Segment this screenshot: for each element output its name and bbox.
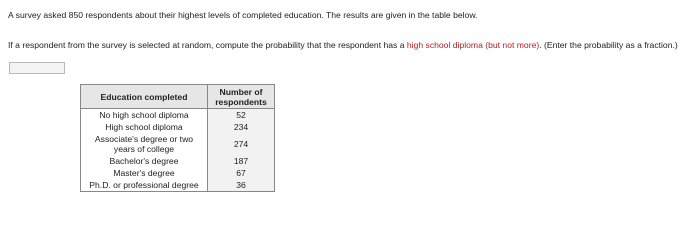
count-cell: 274 [208,133,275,155]
table-row [81,179,275,192]
table-row [81,133,275,155]
education-cell: Master's degree [81,167,208,179]
question-highlight: high school diploma (but not more) [406,40,540,50]
education-table-container [80,84,275,192]
count-cell: 36 [208,179,275,192]
count-cell: 187 [208,155,275,167]
education-cell: No high school diploma [81,109,208,122]
count-cell: 234 [208,121,275,133]
table-row [81,155,275,167]
education-cell: Associate's degree or two years of college [81,133,208,155]
question-text-end: . (Enter the probability as a fraction.) [539,40,678,50]
question-text-start: If a respondent from the survey is selected at random, compute the probability that the respondent has a [8,40,407,50]
header-number-of-respondents: Number of respondents [208,85,275,109]
table-row [81,109,275,122]
table-row [81,121,275,133]
header-education: Education completed [81,85,208,109]
education-cell: Bachelor's degree [81,155,208,167]
problem-intro: A survey asked 850 respondents about their highest levels of completed education. The results are given in the table below. [8,10,478,20]
count-cell: 67 [208,167,275,179]
answer-input[interactable] [9,62,65,74]
table-row [81,167,275,179]
education-table [80,84,275,192]
education-cell: High school diploma [81,121,208,133]
table-header-row [81,85,275,109]
problem-question [8,40,694,51]
education-cell: Ph.D. or professional degree [81,179,208,192]
count-cell: 52 [208,109,275,122]
